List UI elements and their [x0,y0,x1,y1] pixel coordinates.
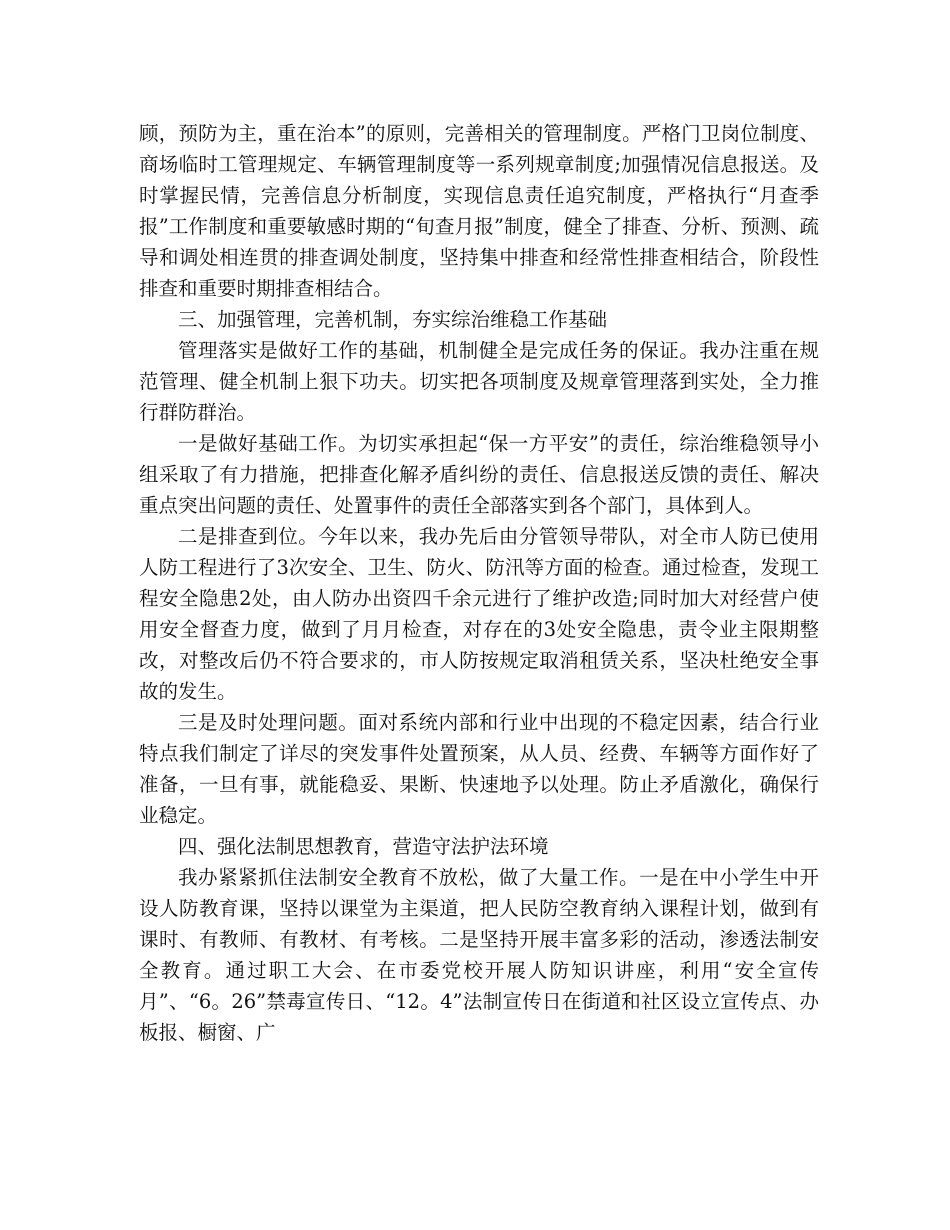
paragraph-continuation: 顾，预防为主，重在治本”的原则，完善相关的管理制度。严格门卫岗位制度、商场临时工管理规定、车辆管理制度等一系列规章制度;加强情况信息报送。及时掌握民情，完善信息分析制度，实现信息责任追究制度，严格执行“月查季报”工作制度和重要敏感时期的“旬查月报”制度，健全了排查、分析、预测、疏导和调处相连贯的排查调处制度，坚持集中排查和经常性排查相结合，阶段性排查和重要时期排查相结合。 [139,122,819,300]
paragraph-legal-education: 我办紧紧抓住法制安全教育不放松，做了大量工作。一是在中小学生中开设人防教育课，坚持以课堂为主渠道，把人民防空教育纳入课程计划，做到有课时、有教师、有教材、有考核。二是坚持开展丰富多彩的活动，渗透法制安全教育。通过职工大会、在市委党校开展人防知识讲座，利用“安全宣传月”、“6。26”禁毒宣传日、“12。4”法制宣传日在街道和社区设立宣传点、办板报、橱窗、广 [139,866,819,1044]
paragraph-handling-issues: 三是及时处理问题。面对系统内部和行业中出现的不稳定因素，结合行业特点我们制定了详尽的突发事件处置预案，从人员、经费、车辆等方面作好了准备，一旦有事，就能稳妥、果断、快速地予以处理。防止矛盾激化，确保行业稳定。 [139,711,819,827]
document-body [139,118,819,1048]
section-heading-4: 四、强化法制思想教育，营造守法护法环境 [178,835,549,858]
paragraph-inspection: 二是排查到位。今年以来，我办先后由分管领导带队，对全市人防已使用人防工程进行了3次安全、卫生、防火、防汛等方面的检查。通过检查，发现工程安全隐患2处，由人防办出资四千余元进行了维护改造;同时加大对经营户使用安全督查力度，做到了月月检查，对存在的3处安全隐患，责令业主限期整改，对整改后仍不符合要求的，市人防按规定取消租赁关系，坚决杜绝安全事故的发生。 [139,525,819,703]
paragraph-basic-work: 一是做好基础工作。为切实承担起“保一方平安”的责任，综治维稳领导小组采取了有力措施，把排查化解矛盾纠纷的责任、信息报送反馈的责任、解决重点突出问题的责任、处置事件的责任全部落实到各个部门，具体到人。 [139,432,819,517]
section-heading-3: 三、加强管理，完善机制，夯实综治维稳工作基础 [178,308,608,331]
paragraph-management: 管理落实是做好工作的基础，机制健全是完成任务的保证。我办注重在规范管理、健全机制上狠下功夫。切实把各项制度及规章管理落到实处，全力推行群防群治。 [139,339,819,424]
